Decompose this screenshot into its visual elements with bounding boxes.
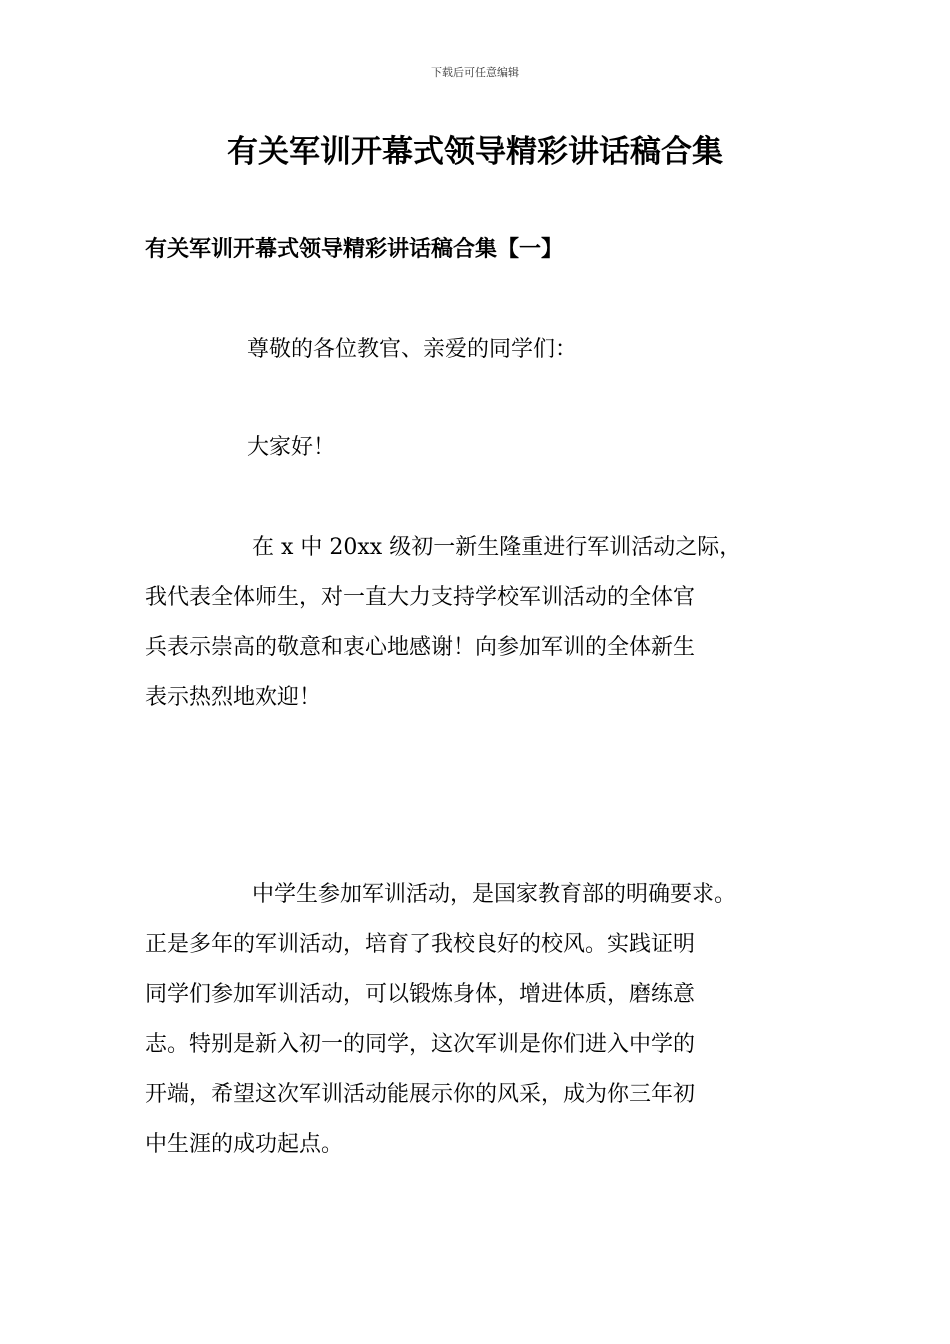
header-note: 下载后可任意编辑 xyxy=(431,66,519,79)
paragraph-1-line: 表示热烈地欢迎！ xyxy=(145,685,322,710)
paragraph-1-line: 在 x 中 20xx 级初一新生隆重进行军训活动之际， xyxy=(252,535,742,560)
paragraph-1-line: 我代表全体师生，对一直大力支持学校军训活动的全体官 xyxy=(145,585,696,610)
paragraph-2-line: 志。特别是新入初一的同学，这次军训是你们进入中学的 xyxy=(145,1032,696,1057)
paragraph-2-line: 正是多年的军训活动，培育了我校良好的校风。实践证明 xyxy=(145,932,696,957)
document-title: 有关军训开幕式领导精彩讲话稿合集 xyxy=(227,134,723,170)
paragraph-2-line: 中学生参加军训活动，是国家教育部的明确要求。 xyxy=(252,882,737,907)
paragraph-2-line: 同学们参加军训活动，可以锻炼身体，增进体质，磨练意 xyxy=(145,982,696,1007)
salutation: 尊敬的各位教官、亲爱的同学们： xyxy=(247,337,578,362)
section-heading: 有关军训开幕式领导精彩讲话稿合集【一】 xyxy=(145,236,564,262)
paragraph-1-line: 兵表示崇高的敬意和衷心地感谢！向参加军训的全体新生 xyxy=(145,635,696,660)
greeting: 大家好！ xyxy=(247,435,336,460)
paragraph-2-line: 开端，希望这次军训活动能展示你的风采，成为你三年初 xyxy=(145,1082,696,1107)
paragraph-2-line: 中生涯的成功起点。 xyxy=(145,1132,344,1157)
